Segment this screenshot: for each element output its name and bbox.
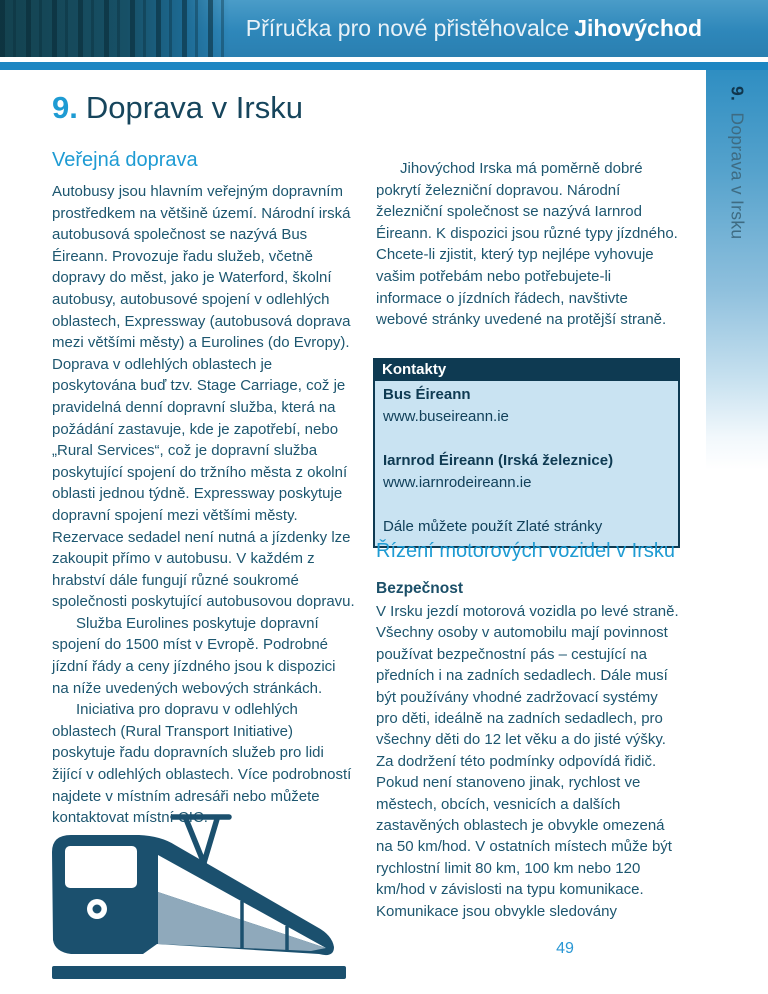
contact-entry: [383, 384, 670, 428]
train-icon: [45, 810, 355, 988]
header-bar: [0, 0, 768, 57]
paragraph-safety: V Irsku jezdí motorová vozidla po levé straně. Všechny osoby v automobilu mají povinnost používat bezpečnostní pás – cestující na předních i na zadních sedadlech. Dále musí být používány vhodné zadržovací systémy pro děti, ideálně na zadních sedadlech, pro všechny děti do 12 let věku a do jisté výšky. Za dodržení této podmínky odpovídá řidič. Pokud není stanoveno jinak, rychlost ve městech, obcích, vesnicích a dalších zastavěných oblastech je obvykle omezená na 50 km/hod. V ostatních místech může být rychlostní limit 80 km, 100 km nebo 120 km/hod v závislosti na typu komunikace. Komunikace jsou obvykle sledovány: [376, 603, 679, 920]
booklet-title-region: Jihovýchod: [574, 15, 702, 41]
chapter-sidebar-title: Doprava v Irsku: [727, 112, 748, 240]
water-photo: [0, 0, 230, 57]
left-column: [52, 148, 356, 829]
subheading-safety: Bezpečnost: [376, 580, 463, 597]
section-heading-driving: Řízení motorových vozidel v Irsku: [376, 540, 675, 562]
contact-name: Bus Éireann: [383, 386, 471, 403]
page-title-text: Doprava v Irsku: [85, 90, 303, 125]
booklet-title-regular: Příručka pro nové přistěhovalce: [245, 15, 570, 41]
page-title-number: 9.: [52, 90, 78, 125]
paragraph-buses: Autobusy jsou hlavním veřejným dopravním prostředkem na většině území. Národní irská autobusová společnost se nazývá Bus Éireann. Provozuje řadu služeb, včetně dopravy do měst, jako je Waterford, školní autobusy, autobusové spojení v odlehlých oblastech, Expressway (autobusová doprava mezi většími městy) a Eurolines (do Evropy). Doprava v odlehlých oblastech je poskytována buď tzv. Stage Carriage, což je pravidelná denní dopravní služba, která na požádání zastavuje, kde je zapotřebí, nebo „Rural Services“, což je dopravní služba poskytující spojení do tržního města z okolní oblasti jednou týdně. Expressway poskytuje dopravní spojení mezi většími městy. Rezervace sedadel není nutná a jízdenky lze zakoupit přímo v autobusu. V každém z hrabství dále fungují různé soukromé společnosti poskytující autobusovou dopravu.: [52, 183, 355, 611]
paragraph-rail: Jihovýchod Irska má poměrně dobré pokrytí železniční dopravou. Národní železniční společnost se nazývá Iarnrod Éireann. K dispozici jsou různé typy jízdného. Chcete-li zjistit, který typ nejlépe vyhovuje vašim potřebám nebo potřebujete-li informace o jízdních řádech, navštivte webové stránky uvedené na protější straně.: [376, 160, 678, 329]
rail: [52, 966, 346, 979]
section-heading-public-transport: Veřejná doprava: [52, 149, 198, 171]
page-title: [52, 90, 303, 126]
chapter-sidebar: [706, 70, 768, 470]
paragraph-eurolines: Služba Eurolines poskytuje dopravní spojení do 1500 míst v Evropě. Podrobné jízdní řády a ceny jízdného jsou k dispozici na níže uvedených webových stránkách.: [52, 614, 336, 697]
contacts-box-header: Kontakty: [374, 359, 679, 381]
contact-name: Iarnrod Éireann (Irská železnice): [383, 452, 614, 469]
right-column: [376, 158, 680, 331]
chapter-sidebar-label: [727, 86, 748, 470]
contacts-footer: Dále můžete použít Zlaté stránky: [383, 518, 603, 535]
booklet-title: [246, 15, 702, 42]
page-number: 49: [556, 940, 574, 957]
contacts-box-body: [375, 381, 678, 546]
paragraph-rural-initiative: Iniciativa pro dopravu v odlehlých oblastech (Rural Transport Initiative) poskytuje řadu dopravních služeb pro lidi žijící v odlehlých oblastech. Více podrobností najdete v místním adresáři nebo můžete kontaktovat místní CIC.: [52, 701, 352, 827]
contacts-box: [373, 358, 680, 548]
contact-url[interactable]: www.iarnrodeireann.ie: [383, 474, 532, 491]
chapter-sidebar-number: 9.: [727, 86, 748, 102]
divider-strip: [0, 62, 768, 70]
contact-url[interactable]: www.buseireann.ie: [383, 408, 509, 425]
contact-entry: [383, 450, 670, 494]
